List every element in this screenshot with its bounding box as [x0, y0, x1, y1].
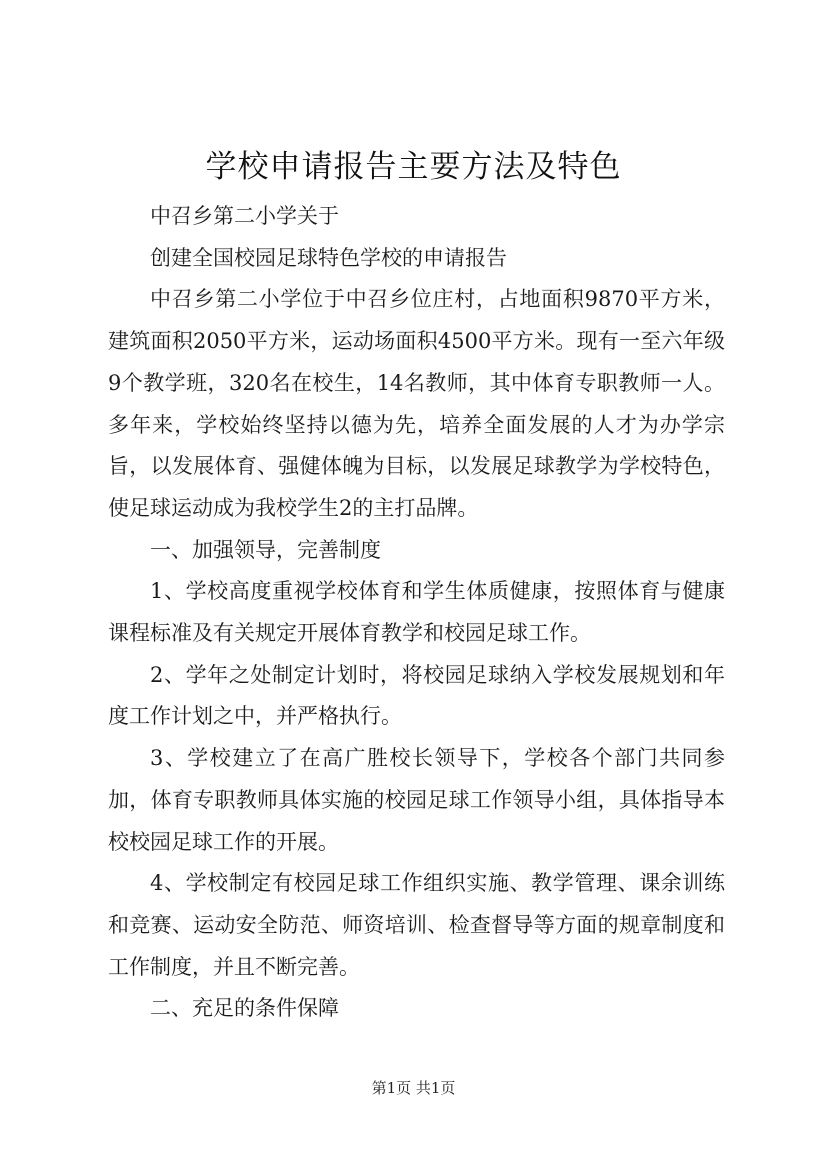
paragraph-item-3: 3、学校建立了在高广胜校长领导下，学校各个部门共同参加，体育专职教师具体实施的校园足球工作领导小组，具体指导本校校园足球工作的开展。 — [108, 746, 725, 854]
paragraph-school-overview: 中召乡第二小学位于中召乡位庄村，占地面积9870平方米，建筑面积2050平方米，运动场面积4500平方米。现有一至六年级9个教学班，320名在校生，14名教师，其中体育专职教师一人。多年来，学校始终坚持以德为先，培养全面发展的人才为办学宗旨，以发展体育、强健体魄为目标，以发展足球教学为学校特色，使足球运动成为我校学生2的主打品牌。 — [108, 287, 725, 520]
paragraph-school-name: 中召乡第二小学关于 — [150, 204, 339, 228]
section-heading-leadership: 一、加强领导，完善制度 — [150, 537, 381, 562]
paragraph-item-2: 2、学年之处制定计划时，将校园足球纳入学校发展规划和年度工作计划之中，并严格执行。 — [108, 662, 725, 729]
document-body — [108, 196, 725, 1030]
page-number-footer: 第1页 共1页 — [371, 1079, 456, 1097]
paragraph-report-subject: 创建全国校园足球特色学校的申请报告 — [150, 245, 507, 270]
section-heading-conditions: 二、充足的条件保障 — [150, 996, 339, 1021]
paragraph-item-4: 4、学校制定有校园足球工作组织实施、教学管理、课余训练和竞赛、运动安全防范、师资培训、检查督导等方面的规章制度和工作制度，并且不断完善。 — [108, 871, 725, 979]
document-title: 学校申请报告主要方法及特色 — [205, 149, 622, 185]
paragraph-item-1: 1、学校高度重视学校体育和学生体质健康，按照体育与健康课程标准及有关规定开展体育教学和校园足球工作。 — [108, 579, 725, 646]
